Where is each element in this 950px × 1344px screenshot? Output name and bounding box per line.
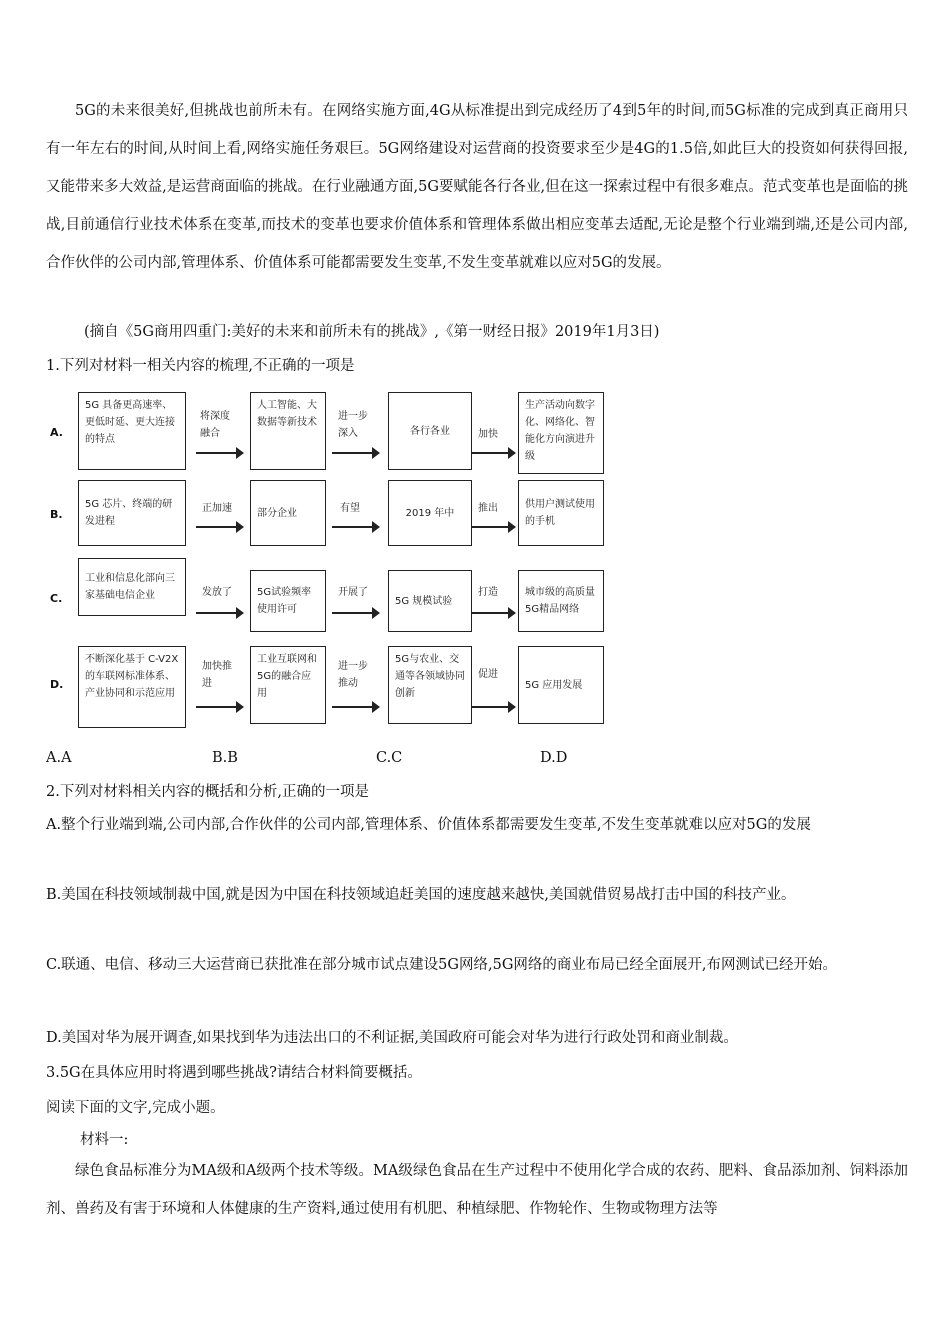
arrow-label: 加快推进 xyxy=(202,661,232,689)
arrow-label: 加快 xyxy=(478,429,498,440)
q2-option-b[interactable]: B.美国在科技领域制裁中国,就是因为中国在科技领域追赶美国的速度越来越快,美国就借贸易战打击中国的科技产业。 xyxy=(46,887,796,903)
arrow xyxy=(332,452,378,454)
flow-box: 5G与农业、交通等各领域协同创新 xyxy=(388,646,472,724)
flow-box: 5G 具备更高速率、更低时延、更大连接的特点 xyxy=(78,392,186,470)
flow-box: 供用户测试使用的手机 xyxy=(518,480,604,546)
q1-stem: 1.下列对材料一相关内容的梳理,不正确的一项是 xyxy=(46,358,355,374)
arrow-label: 开展了 xyxy=(338,587,368,598)
arrow xyxy=(196,452,242,454)
arrow xyxy=(472,612,514,614)
arrow xyxy=(472,526,514,528)
arrow-label: 将深度融合 xyxy=(200,411,230,439)
arrow-label: 推出 xyxy=(478,503,498,514)
arrow-label: 打造 xyxy=(478,587,498,598)
q2-option-d[interactable]: D.美国对华为展开调查,如果找到华为违法出口的不利证据,美国政府可能会对华为进行行政处罚和商业制裁。 xyxy=(46,1030,738,1046)
q3-stem: 3.5G在具体应用时将遇到哪些挑战?请结合材料简要概括。 xyxy=(46,1065,422,1081)
arrow-label: 有望 xyxy=(340,503,360,514)
option-b[interactable]: B.B xyxy=(212,750,238,766)
arrow xyxy=(196,706,242,708)
arrow xyxy=(196,612,242,614)
flow-box: 2019 年中 xyxy=(388,480,472,546)
arrow-label: 进一步深入 xyxy=(338,411,368,439)
flow-box: 各行各业 xyxy=(388,392,472,470)
row-label: D. xyxy=(50,678,64,691)
flowchart-row-b xyxy=(46,478,608,550)
material-paragraph: 绿色食品标准分为MA级和A级两个技术等级。MA级绿色食品在生产过程中不使用化学合成的农药、肥料、食品添加剂、饲料添加剂、兽药及有害于环境和人体健康的生产资料,通过使用有机肥、种植绿肥、作物轮作、生物或物理方法等 xyxy=(46,1163,908,1217)
q2-stem: 2.下列对材料相关内容的概括和分析,正确的一项是 xyxy=(46,784,369,800)
arrow-label: 进一步推动 xyxy=(338,661,368,689)
flow-box: 5G 芯片、终端的研发进程 xyxy=(78,480,186,546)
flow-box: 部分企业 xyxy=(250,480,326,546)
flow-box: 工业和信息化部向三家基础电信企业 xyxy=(78,558,186,616)
arrow xyxy=(196,526,242,528)
flow-box: 生产活动向数字化、网络化、智能化方向演进升级 xyxy=(518,392,604,474)
row-label: A. xyxy=(50,426,63,439)
flowchart-row-d xyxy=(46,644,608,730)
passage-paragraph: 5G的未来很美好,但挑战也前所未有。在网络实施方面,4G从标准提出到完成经历了4到5年的时间,而5G标准的完成到真正商用只有一年左右的时间,从时间上看,网络实施任务艰巨。5G网络建设对运营商的投资要求至少是4G的1.5倍,如此巨大的投资如何获得回报,又能带来多大效益,是运营商面临的挑战。在行业融通方面,5G要赋能各行各业,但在这一探索过程中有很多难点。范式变革也是面临的挑战,目前通信行业技术体系在变革,而技术的变革也要求价值体系和管理体系做出相应变革去适配,无论是整个行业端到端,还是公司内部,合作伙伴的公司内部,管理体系、价值体系可能都需要发生变革,不发生变革就难以应对5G的发展。 xyxy=(46,103,908,271)
flow-box: 不断深化基于 C-V2X 的车联网标准体系、产业协同和示范应用 xyxy=(78,646,186,728)
q2-option-c[interactable]: C.联通、电信、移动三大运营商已获批准在部分城市试点建设5G网络,5G网络的商业布局已经全面展开,布网测试已经开始。 xyxy=(46,957,838,973)
arrow-label: 正加速 xyxy=(202,503,232,514)
row-label: B. xyxy=(50,508,63,521)
material-title: 材料一: xyxy=(80,1132,129,1148)
arrow xyxy=(472,452,514,454)
arrow xyxy=(332,526,378,528)
arrow xyxy=(332,706,378,708)
arrow xyxy=(332,612,378,614)
passage-source: (摘自《5G商用四重门:美好的未来和前所未有的挑战》,《第一财经日报》2019年1月3日) xyxy=(84,324,660,340)
q2-option-a[interactable]: A.整个行业端到端,公司内部,合作伙伴的公司内部,管理体系、价值体系都需要发生变革,不发生变革就难以应对5G的发展 xyxy=(46,817,811,833)
option-d[interactable]: D.D xyxy=(540,750,568,766)
flow-box: 5G 应用发展 xyxy=(518,646,604,724)
row-label: C. xyxy=(50,592,63,605)
arrow-label: 发放了 xyxy=(202,587,232,598)
arrow xyxy=(472,706,514,708)
flow-box: 5G试验频率使用许可 xyxy=(250,570,326,632)
option-a[interactable]: A.A xyxy=(46,750,72,766)
option-c[interactable]: C.C xyxy=(376,750,403,766)
reading-intro: 阅读下面的文字,完成小题。 xyxy=(46,1100,225,1116)
flow-box: 5G 规模试验 xyxy=(388,570,472,632)
flow-box: 城市级的高质量5G精品网络 xyxy=(518,570,604,632)
flowchart-row-c xyxy=(46,556,608,634)
arrow-label: 促进 xyxy=(478,669,498,680)
flow-box: 工业互联网和5G的融合应用 xyxy=(250,646,326,724)
flow-box: 人工智能、大数据等新技术 xyxy=(250,392,326,470)
flowchart-row-a xyxy=(46,390,608,475)
